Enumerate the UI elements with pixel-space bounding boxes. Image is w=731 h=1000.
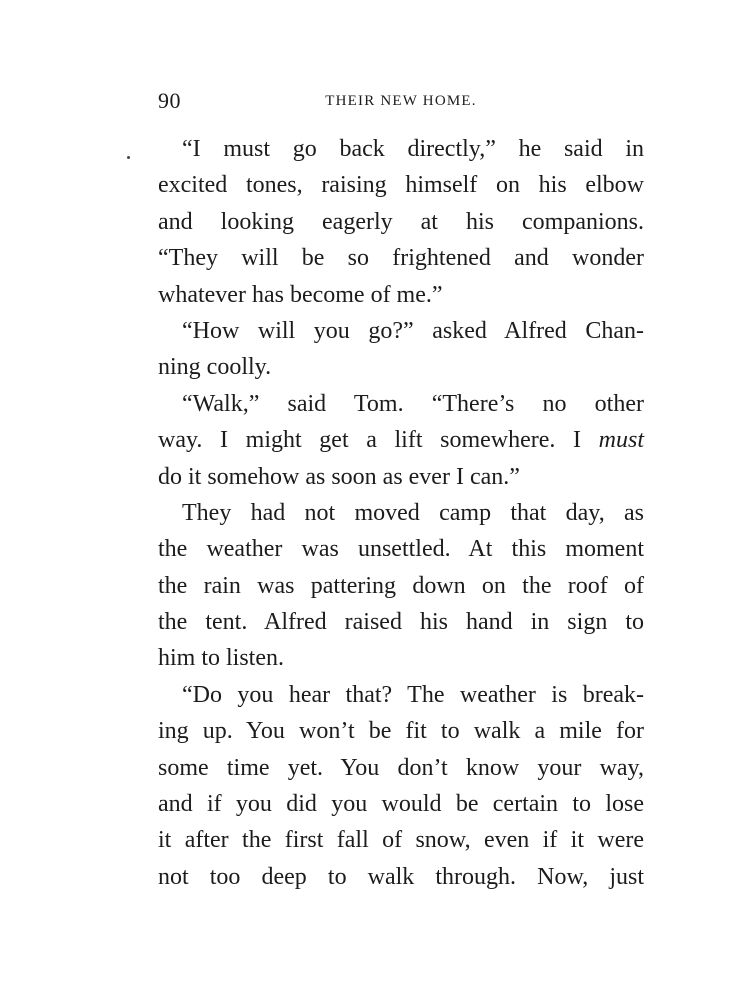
text-line: ning coolly. xyxy=(158,354,272,381)
running-head: THEIR NEW HOME. xyxy=(325,93,477,109)
page-number: 90 xyxy=(158,88,181,113)
text-line: it after the first fall of snow, even if it were xyxy=(158,827,644,854)
text-line: “How will you go?” asked Alfred Chan- xyxy=(182,317,644,344)
text-line: and if you did you would be certain to lose xyxy=(158,791,644,818)
emphasis: must xyxy=(598,427,644,454)
text-line: and looking eagerly at his companions. xyxy=(158,208,644,235)
text-line: some time yet. You don’t know your way, xyxy=(158,754,644,781)
text-line: the tent. Alfred raised his hand in sign to xyxy=(158,609,644,636)
text-line: “They will be so frightened and wonder xyxy=(158,245,644,272)
text-line: They had not moved camp that day, as xyxy=(182,499,644,526)
ink-speck xyxy=(127,156,130,159)
text-line: “Walk,” said Tom. “There’s no other xyxy=(182,390,644,417)
text-line: him to listen. xyxy=(158,645,284,672)
text-line: the weather was unsettled. At this moment xyxy=(158,536,644,563)
text-line: “Do you hear that? The weather is break- xyxy=(182,681,644,708)
text-line: whatever has become of me.” xyxy=(158,281,443,308)
text-line: ing up. You won’t be fit to walk a mile for xyxy=(158,718,644,745)
body-text xyxy=(158,131,644,895)
text-line: do it somehow as soon as ever I can.” xyxy=(158,463,520,490)
text-line: way. I might get a lift somewhere. I must xyxy=(158,427,644,454)
text-line: not too deep to walk through. Now, just xyxy=(158,863,644,890)
text-line: the rain was pattering down on the roof of xyxy=(158,572,644,599)
page-header xyxy=(158,88,644,118)
text-line: excited tones, raising himself on his elbow xyxy=(158,172,644,199)
text-line: “I must go back directly,” he said in xyxy=(182,136,644,162)
